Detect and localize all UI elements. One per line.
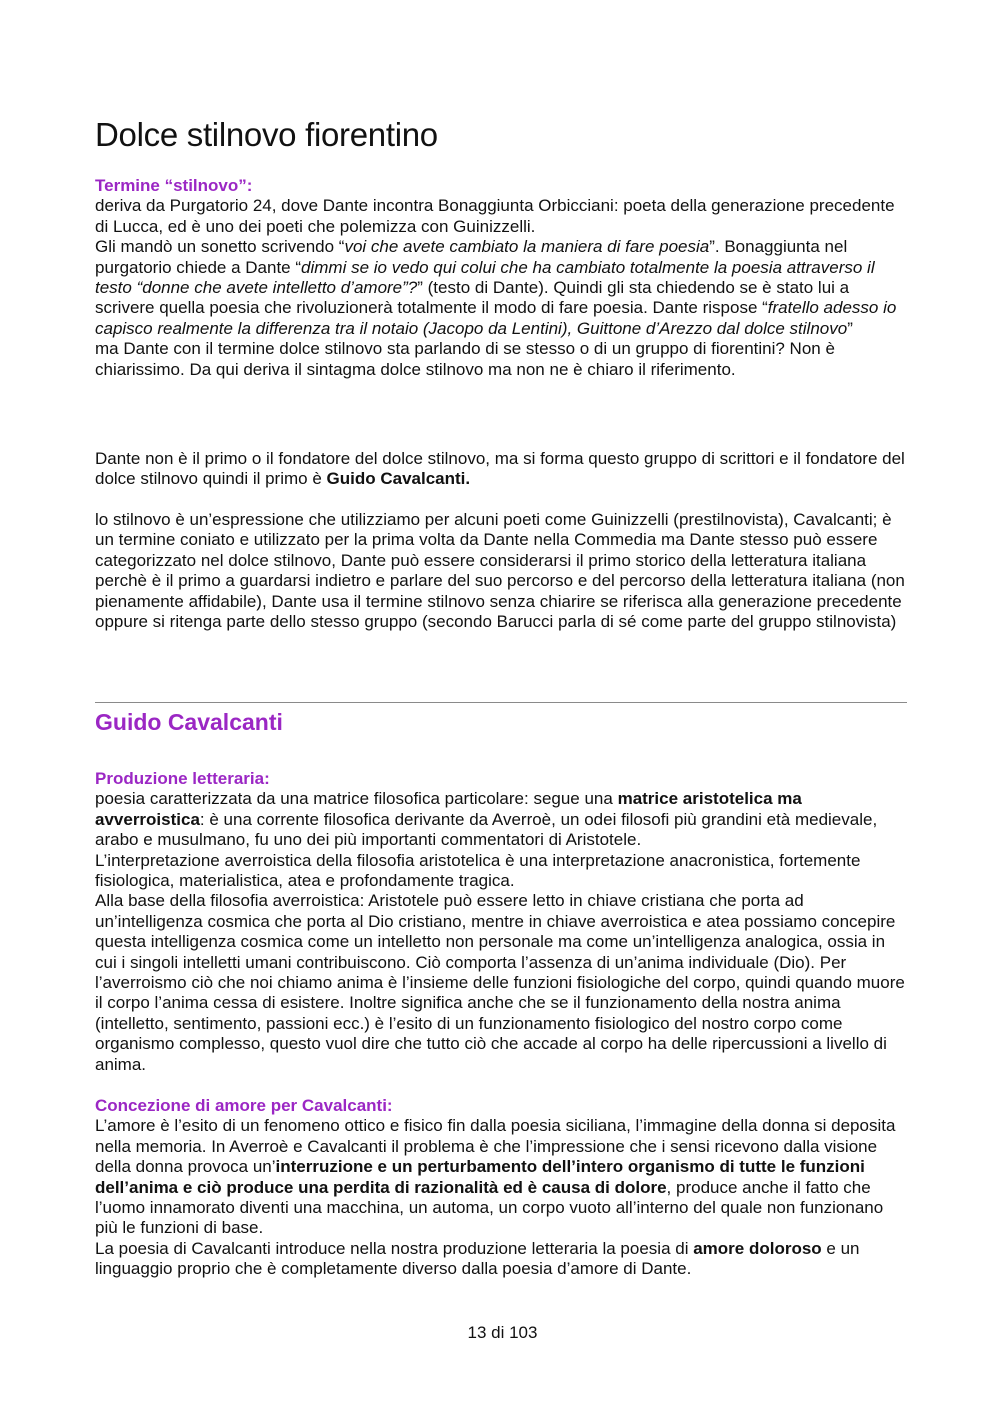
text-span: ” (testo di Dante). Quindi gli sta chiedendo se è stato lui a scrivere quella poesia che rivoluzionerà totalmente il modo di fare poesia. Dante rispose “ bbox=[95, 278, 850, 318]
divider bbox=[95, 702, 907, 703]
text-span: ” bbox=[847, 318, 853, 338]
text-span: Gli mandò un sonetto scrivendo “ bbox=[95, 237, 345, 257]
page-title: Dolce stilnovo fiorentino bbox=[95, 116, 438, 153]
paragraph-founder bbox=[95, 449, 910, 490]
text-line: ma Dante con il termine dolce stilnovo sta parlando di se stesso o di un gruppo di fiorentini? Non è chiarissimo. Da qui deriva il sintagma dolce stilnovo ma non ne è chiaro il riferimento. bbox=[95, 339, 835, 379]
text-span: La poesia di Cavalcanti introduce nella nostra produzione letteraria la poesia di bbox=[95, 1238, 694, 1258]
section-title: Guido Cavalcanti bbox=[95, 709, 283, 735]
text-span: , produce anche il fatto che l’uomo innamorato diventi una macchina, un automa, un corpo vuoto all’interno del quale non funzionano più le funzioni di base. bbox=[95, 1177, 884, 1238]
text-line bbox=[95, 237, 910, 339]
text-span: : è una corrente filosofica derivante da Averroè, un odei filosofi più grandini età medievale, arabo e musulmano, fu uno dei più importanti commentatori di Aristotele. bbox=[95, 809, 878, 850]
section-amore bbox=[95, 1096, 910, 1280]
text-line bbox=[95, 1239, 910, 1280]
text-span: L’amore è l’esito di un fenomeno ottico e fisico fin dalla poesia siciliana, l’immagine della donna si deposita nella memoria. In Averroè e Cavalcanti il problema è che l’impressione che i sensi ricevono dalla visione della donna provoca un’ bbox=[95, 1116, 896, 1177]
text-line: Alla base della filosofia averroistica: Aristotele può essere letto in chiave cristiana che porta ad un’intelligenza cosmica che porta al Dio cristiano, mentre in chiave averroistica e atea possiamo concepire questa intelligenza cosmica come un intelletto non personale ma come un’intelligenza analogica, ossia in cui i singoli intelletti umani contribuiscono. Ciò comporta l’assenza di un’anima individuale (Dio). Per l’averroismo ciò che noi chiamo anima è l’insieme delle funzioni fisiologiche del corpo, quindi quando muore il corpo l’anima cessa di esistere. Inoltre significa anche che se il funzionamento della nostra anima (intelletto, sentimento, passioni ecc.) è l’esito di un funzionamento fisiologico del nostro corpo come organismo complesso, questo vuol dire che tutto ciò che accade al corpo ha delle ripercussioni a livello di anima. bbox=[95, 891, 905, 1074]
bold-text: matrice aristotelica ma avverroistica bbox=[95, 789, 802, 829]
paragraph bbox=[95, 1116, 910, 1279]
paragraph-stilnovo: lo stilnovo è un’espressione che utilizziamo per alcuni poeti come Guinizzelli (prestilnovista), Cavalcanti; è un termine coniato e utilizzato per la prima volta da Dante nella Commedia ma Dante stesso può essere categorizzato nel dolce stilnovo, Dante può essere considerarsi il primo storico della letteratura italiana perchè è il primo a guardarsi indietro e parlare del suo percorso e del percorso della letteratura italiana (non pienamente affidabile), Dante usa il termine stilnovo senza chiarire se riferisca alla generazione precedente oppure si ritenga parte dello stesso gruppo (secondo Barucci parla di sé come parte del gruppo stilnovista) bbox=[95, 510, 905, 632]
bold-text: interruzione e un perturbamento dell’intero organismo di tutte le funzioni dell’anima e ciò produce una perdita di razionalità ed è causa di dolore bbox=[95, 1157, 865, 1197]
italic-quote: voi che avete cambiato la maniera di fare poesia bbox=[344, 237, 710, 257]
italic-quote: fratello adesso io capisco realmente la differenza tra il notaio (Jacopo da Lentini), Guittone d’Arezzo dal dolce stilnovo bbox=[95, 298, 897, 338]
text-line bbox=[95, 789, 910, 850]
italic-quote: dimmi se io vedo qui colui che ha cambiato totalmente la poesia attraverso il testo “donne che avete intelletto d’amore”? bbox=[95, 257, 875, 298]
text-span: e un linguaggio proprio che è completamente diverso dalla poesia d’amore di Dante. bbox=[95, 1238, 860, 1279]
text-line: L’interpretazione averroistica della filosofia aristotelica è una interpretazione anacronistica, fortemente fisiologica, materialistica, atea e profondamente tragica. bbox=[95, 850, 861, 891]
paragraph bbox=[95, 789, 910, 1075]
section-label: Termine “stilnovo”: bbox=[95, 176, 253, 195]
text-span: ”. Bonaggiunta nel purgatorio chiede a Dante “ bbox=[95, 237, 848, 277]
text-line: deriva da Purgatorio 24, dove Dante incontra Bonaggiunta Orbicciani: poeta della generazione precedente di Lucca, ed è uno dei poeti che polemizza con Guinizzelli. bbox=[95, 196, 895, 236]
section-produzione bbox=[95, 769, 910, 1075]
page-number: 13 di 103 bbox=[467, 1323, 538, 1342]
bold-text: Guido Cavalcanti. bbox=[326, 469, 471, 489]
text-span: Dante non è il primo o il fondatore del dolce stilnovo, ma si forma questo gruppo di scrittori e il fondatore del dolce stilnovo quindi il primo è bbox=[95, 449, 905, 489]
section-label: Concezione di amore per Cavalcanti: bbox=[95, 1096, 393, 1115]
section-stilnovo-term bbox=[95, 176, 910, 380]
text-line bbox=[95, 1116, 910, 1238]
section-label: Produzione letteraria: bbox=[95, 769, 270, 788]
bold-text: amore doloroso bbox=[693, 1238, 822, 1258]
paragraph bbox=[95, 196, 910, 380]
text-span: poesia caratterizzata da una matrice filosofica particolare: segue una bbox=[95, 789, 618, 809]
